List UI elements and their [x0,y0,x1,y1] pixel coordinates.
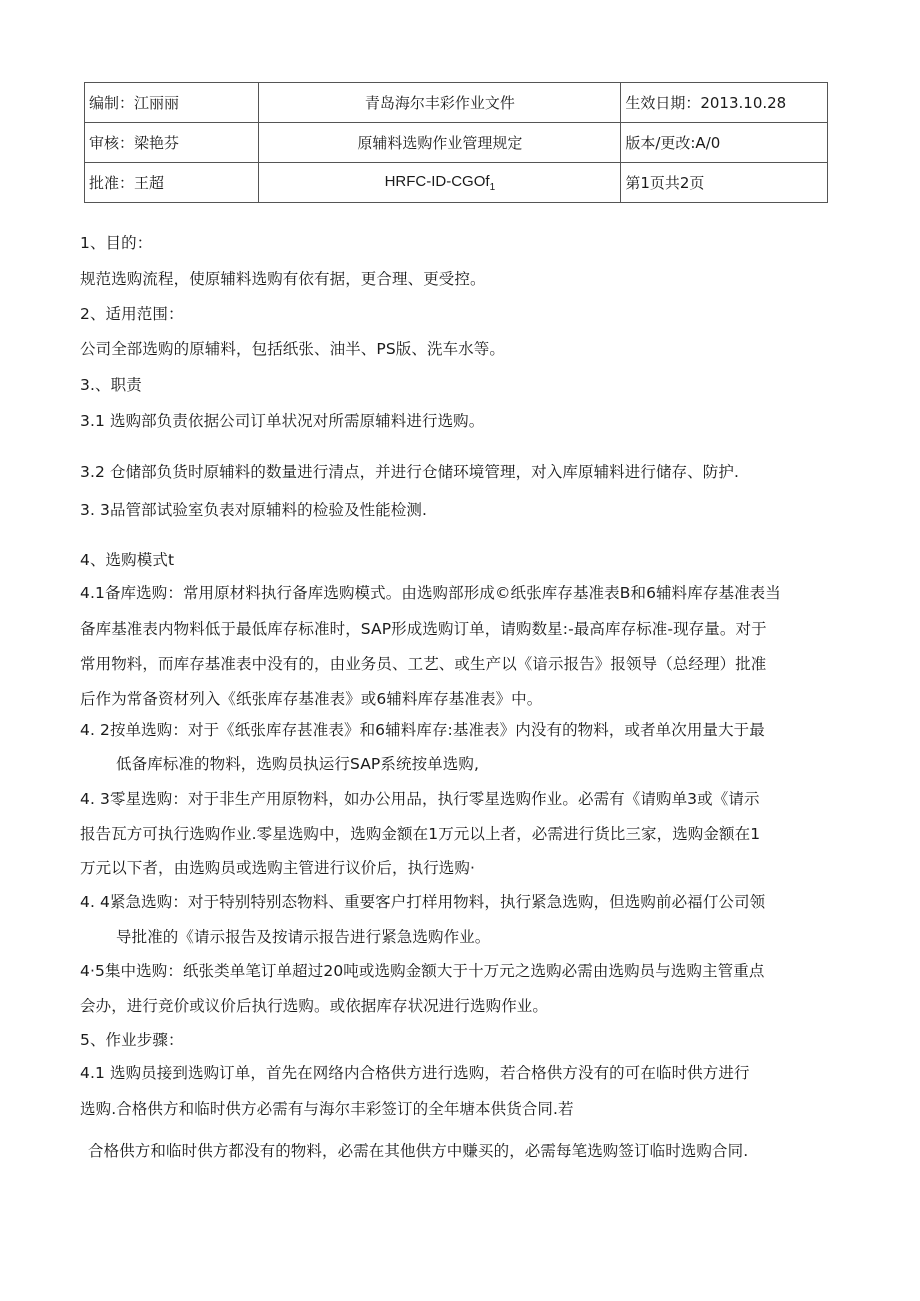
document-header-table [84,82,828,203]
clause-4-3-line-2: 报告瓦方可执行选购作业.零星选购中，选购金额在1万元以上者，必需进行货比三家，选购金额在1 [80,825,761,843]
clause-3-2: 3.2 仓储部负货时原辅料的数量进行清点，并进行仓储环境管理，对入库原辅料进行储存、防护. [80,463,740,481]
version-cell: 版本/更改:A/0 [621,123,828,163]
approved-by-cell: 批准：王超 [85,163,259,203]
effective-date-cell: 生效日期：2013.10.28 [621,83,828,123]
clause-3-1: 3.1 选购部负责依据公司订单状况对所需原辅料进行选购。 [80,412,485,430]
reviewed-by-cell: 审核：梁艳芬 [85,123,259,163]
prepared-by-cell: 编制：江丽丽 [85,83,259,123]
clause-4-4-line-1: 4. 4紧急选购：对于特别特别态物料、重要客户打样用物料，执行紧急选购，但选购前必福仃公司领 [80,893,766,911]
clause-4-3-line-1: 4. 3零星选购：对于非生产用原物料，如办公用品，执行零星选购作业。必需有《请购单3或《请示 [80,790,760,808]
document-title-cell: 原辅料选购作业管理规定 [259,123,621,163]
clause-4-2-line-2: 低备库标准的物料，选购员执运行SAP系统按单选购, [116,755,480,773]
document-category-cell: 青岛海尔丰彩作业文件 [259,83,621,123]
section-5-heading: 5、作业步骤： [80,1031,184,1049]
clause-4-1-line-1: 4.1备库选购：常用原材料执行备库选购模式。由选购部形成©纸张库存基准表B和6辅料库存基准表当 [80,584,781,602]
document-code-subscript: 1 [489,181,496,193]
document-code: HRFC-ID-CGOf [384,172,490,190]
clause-4-1-line-3: 常用物料，而库存基准表中没有的，由业务员、工艺、或生产以《谙示报告》报领导（总经理）批准 [80,655,767,673]
document-code-cell [259,163,621,203]
section-1-heading: 1、目的： [80,234,153,252]
clause-4-3-line-3: 万元以下者，由选购员或选购主管进行议价后，执行选购· [80,859,476,877]
step-4-1-line-3: 合格供方和临时供方都没有的物料，必需在其他供方中赚买的，必需每笔选购签订临时选购合同. [88,1142,749,1160]
section-2-text: 公司全部选购的原辅料，包括纸张、油半、PS版、洗车水等。 [80,340,505,358]
section-4-heading: 4、选购模式t [80,551,175,569]
clause-4-5-line-1: 4·5集中选购：纸张类单笔订单超过20吨或选购金额大于十万元之选购必需由选购员与选购主管重点 [80,962,765,980]
clause-4-5-line-2: 会办，进行竞价或议价后执行选购。或依据库存状况进行选购作业。 [80,997,549,1015]
section-1-text: 规范选购流程，使原辅料选购有依有据，更合理、更受控。 [80,270,486,288]
clause-4-4-line-2: 导批准的《请示报告及按请示报告进行紧急选购作业。 [116,928,491,946]
page-number-cell: 第1页共2页 [621,163,828,203]
section-3-heading: 3.、职责 [80,376,142,394]
step-4-1-line-2: 选购.合格供方和临时供方必需有与海尔丰彩签订的全年塘本供货合同.若 [80,1100,574,1118]
step-4-1-line-1: 4.1 选购员接到选购订单，首先在网络内合格供方进行选购，若合格供方没有的可在临时供方进行 [80,1064,750,1082]
section-2-heading: 2、适用范围： [80,305,184,323]
clause-4-1-line-2: 备库基准表内物料低于最低库存标准时，SAP形成选购订单，请购数星:-最高库存标准-现存量。对于 [80,620,767,638]
clause-3-3: 3. 3品管部试验室负表对原辅料的检验及性能检测. [80,501,428,519]
header-row-2 [85,123,828,163]
header-row-3 [85,163,828,203]
clause-4-1-line-4: 后作为常备资材列入《纸张库存基准表》或6辅料库存基准表》中。 [80,690,543,708]
header-row-1 [85,83,828,123]
clause-4-2-line-1: 4. 2按单选购：对于《纸张库存甚准表》和6辅料库存:基准表》内没有的物料，或者单次用量大于最 [80,721,765,739]
